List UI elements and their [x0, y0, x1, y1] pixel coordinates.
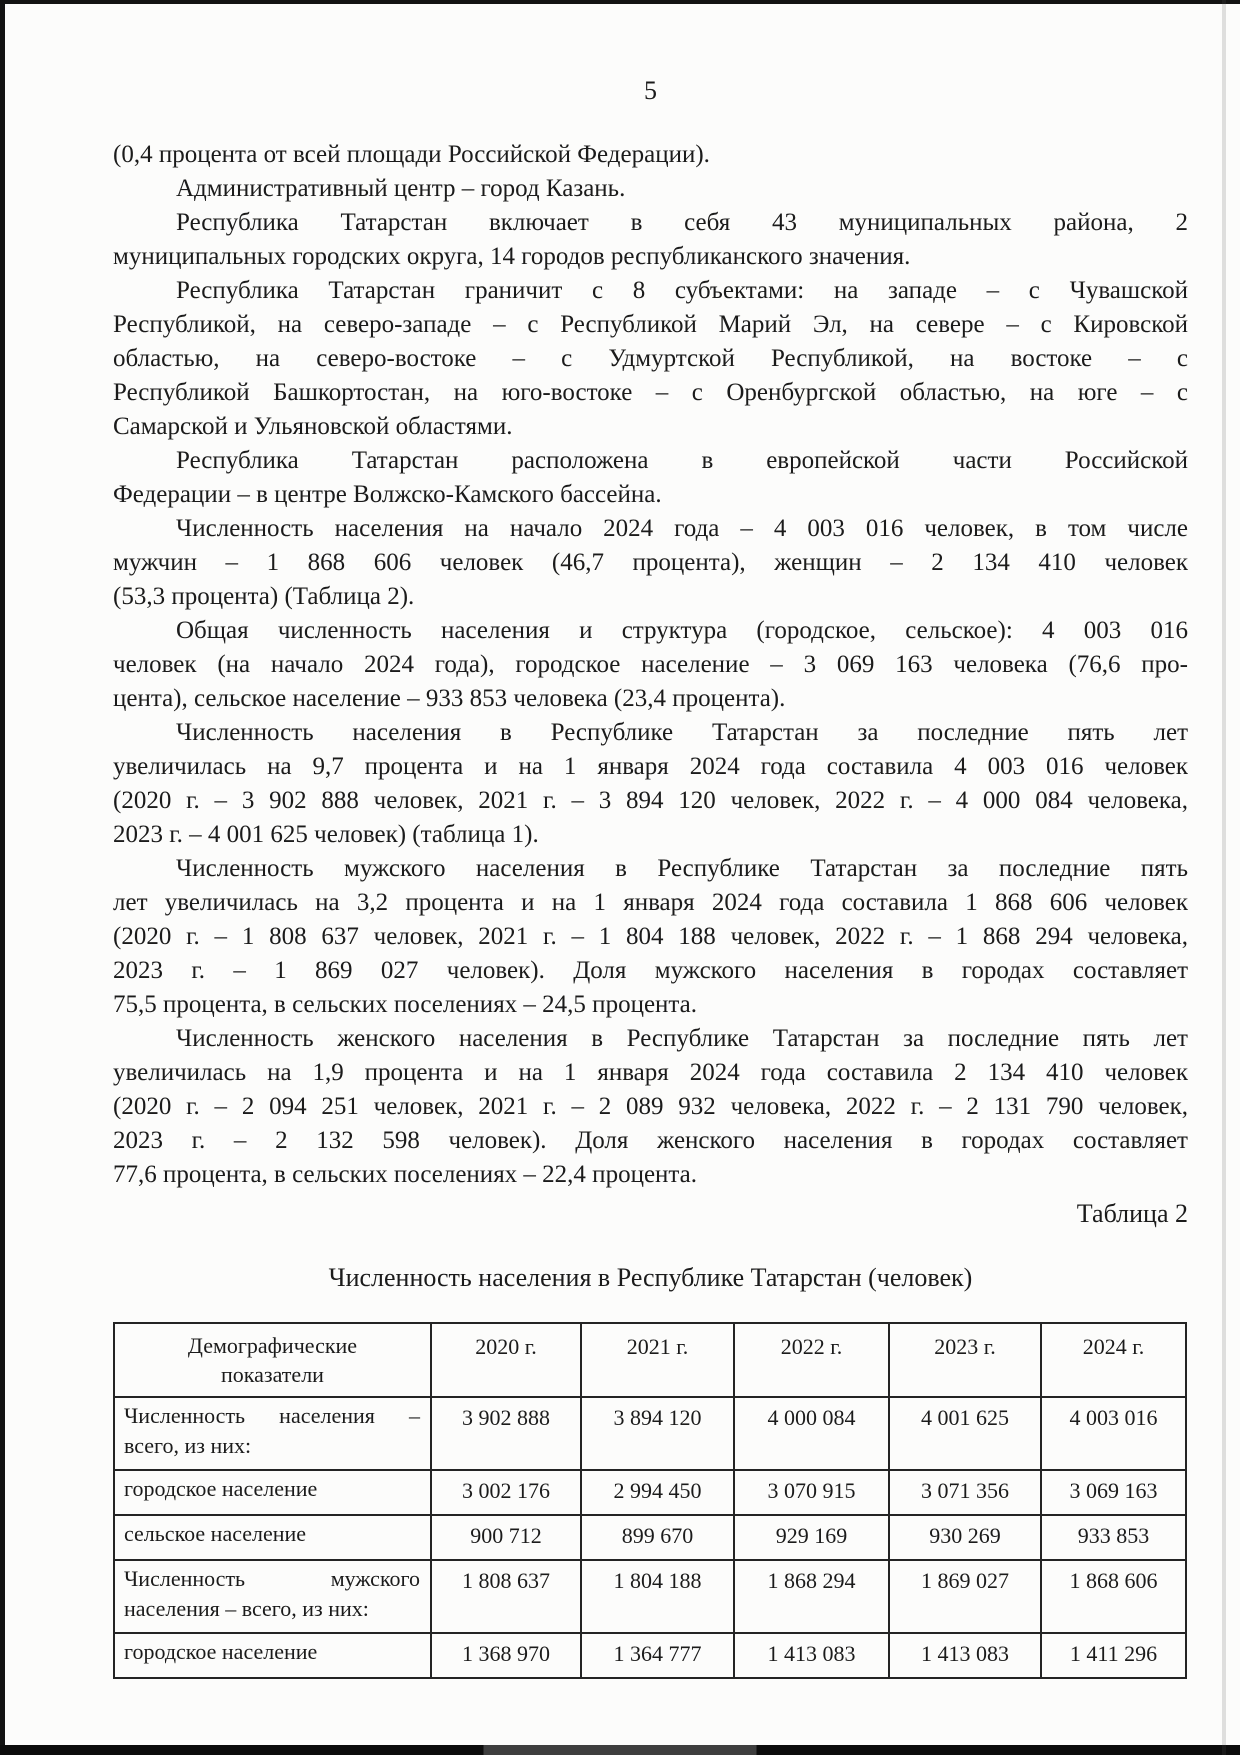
text-line: (2020 г. – 3 902 888 человек, 2021 г. – 3 894 120 человек, 2022 г. – 4 000 084 человека, [113, 787, 1188, 814]
row-label-line: населения – всего, из них: [124, 1596, 369, 1621]
text-line: увеличилась на 1,9 процента и на 1 января 2024 года составила 2 134 410 человек [113, 1059, 1188, 1086]
table-header-year: 2021 г. [581, 1323, 734, 1397]
text-line: цента), сельское население – 933 853 человека (23,4 процента). [113, 685, 786, 712]
cell-value: 930 269 [889, 1515, 1041, 1560]
cell-value: 3 070 915 [734, 1470, 889, 1515]
row-label-line: сельское население [124, 1521, 307, 1546]
table-header-row [114, 1323, 1186, 1397]
text-line: Численность населения на начало 2024 года – 4 003 016 человек, в том числе [176, 515, 1188, 542]
row-label-line: городское население [124, 1639, 318, 1664]
text-line: Республикой, на северо-западе – с Республикой Марий Эл, на севере – с Кировской [113, 311, 1188, 338]
text-line: областью, на северо-востоке – с Удмуртской Республикой, на востоке – с [113, 345, 1188, 372]
cell-value: 1 368 970 [431, 1633, 581, 1678]
text-line: (0,4 процента от всей площади Российской Федерации). [113, 141, 710, 168]
text-line: (2020 г. – 1 808 637 человек, 2021 г. – 1 804 188 человек, 2022 г. – 1 868 294 человека, [113, 923, 1188, 950]
cell-value: 4 001 625 [889, 1397, 1041, 1470]
cell-value: 1 364 777 [581, 1633, 734, 1678]
scan-edge-left [0, 0, 5, 1755]
cell-value: 1 413 083 [889, 1633, 1041, 1678]
cell-value: 4 003 016 [1041, 1397, 1186, 1470]
paragraph [113, 1022, 1188, 1192]
table-row [114, 1515, 1186, 1560]
row-label [114, 1515, 431, 1560]
cell-value: 933 853 [1041, 1515, 1186, 1560]
table-header-year: 2023 г. [889, 1323, 1041, 1397]
text-line: 75,5 процента, в сельских поселениях – 24,5 процента. [113, 991, 697, 1018]
row-label-line: всего, из них: [124, 1433, 252, 1458]
cell-value: 899 670 [581, 1515, 734, 1560]
cell-value: 929 169 [734, 1515, 889, 1560]
scan-edge-bottom [0, 1745, 1240, 1755]
cell-value: 1 868 294 [734, 1560, 889, 1633]
cell-value: 1 869 027 [889, 1560, 1041, 1633]
scan-edge-right [1222, 0, 1226, 1755]
cell-value: 1 868 606 [1041, 1560, 1186, 1633]
row-label [114, 1397, 431, 1470]
cell-value: 3 071 356 [889, 1470, 1041, 1515]
paragraph [113, 614, 1188, 716]
paragraph [113, 512, 1188, 614]
text-line: Республика Татарстан расположена в европейской части Российской [176, 447, 1188, 474]
text-line: 77,6 процента, в сельских поселениях – 22,4 процента. [113, 1161, 697, 1188]
table-row [114, 1560, 1186, 1633]
text-line: Республика Татарстан включает в себя 43 муниципальных района, 2 [176, 209, 1188, 236]
text-line: лет увеличилась на 3,2 процента и на 1 января 2024 года составила 1 868 606 человек [113, 889, 1188, 916]
cell-value: 3 902 888 [431, 1397, 581, 1470]
cell-value: 2 994 450 [581, 1470, 734, 1515]
row-label [114, 1470, 431, 1515]
text-line: мужчин – 1 868 606 человек (46,7 процента), женщин – 2 134 410 человек [113, 549, 1188, 576]
cell-value: 3 002 176 [431, 1470, 581, 1515]
table-label: Таблица 2 [1076, 1199, 1188, 1228]
cell-value: 1 411 296 [1041, 1633, 1186, 1678]
text-line: Республикой Башкортостан, на юго-востоке – с Оренбургской областью, на юге – с [113, 379, 1188, 406]
table-header-year: 2024 г. [1041, 1323, 1186, 1397]
text-line: Республика Татарстан граничит с 8 субъектами: на западе – с Чувашской [176, 277, 1188, 304]
cell-value: 3 894 120 [581, 1397, 734, 1470]
cell-value: 900 712 [431, 1515, 581, 1560]
text-line: Общая численность населения и структура (городское, сельское): 4 003 016 [176, 617, 1188, 644]
paragraph [113, 274, 1188, 444]
text-line: Численность женского населения в Республике Татарстан за последние пять лет [176, 1025, 1188, 1052]
table-body [114, 1397, 1186, 1678]
paragraph [113, 172, 1188, 206]
text-line: (2020 г. – 2 094 251 человек, 2021 г. – 2 089 932 человека, 2022 г. – 2 131 790 человек, [113, 1093, 1188, 1120]
header-line: показатели [221, 1362, 324, 1387]
table-row [114, 1633, 1186, 1678]
row-label-line: городское население [124, 1476, 318, 1501]
cell-value: 1 804 188 [581, 1560, 734, 1633]
text-line: человек (на начало 2024 года), городское население – 3 069 163 человека (76,6 про- [113, 651, 1188, 678]
text-line: Численность мужского населения в Республике Татарстан за последние пять [176, 855, 1188, 882]
text-line: муниципальных городских округа, 14 городов республиканского значения. [113, 243, 911, 270]
population-table [113, 1322, 1187, 1679]
row-label-line: Численность мужского [124, 1566, 420, 1591]
text-line: (53,3 процента) (Таблица 2). [113, 583, 415, 610]
text-line: Федерации – в центре Волжско-Камского бассейна. [113, 481, 662, 508]
paragraph [113, 444, 1188, 512]
table-header-year: 2022 г. [734, 1323, 889, 1397]
cell-value: 4 000 084 [734, 1397, 889, 1470]
text-line: 2023 г. – 4 001 625 человек) (таблица 1). [113, 821, 539, 848]
table-row [114, 1397, 1186, 1470]
paragraph [113, 716, 1188, 852]
text-line: увеличилась на 9,7 процента и на 1 января 2024 года составила 4 003 016 человек [113, 753, 1188, 780]
table-header-year: 2020 г. [431, 1323, 581, 1397]
paragraph [113, 138, 1188, 172]
text-line: Административный центр – город Казань. [176, 175, 626, 202]
paragraph [113, 206, 1188, 274]
cell-value: 3 069 163 [1041, 1470, 1186, 1515]
text-line: Самарской и Ульяновской областями. [113, 413, 513, 440]
text-line: 2023 г. – 2 132 598 человек). Доля женского населения в городах составляет [113, 1127, 1188, 1154]
row-label-line: Численность населения – [124, 1403, 420, 1428]
text-line: 2023 г. – 1 869 027 человек). Доля мужского населения в городах составляет [113, 957, 1188, 984]
page-content [113, 0, 1188, 1679]
table-header-indicator [114, 1323, 431, 1397]
cell-value: 1 808 637 [431, 1560, 581, 1633]
row-label [114, 1560, 431, 1633]
cell-value: 1 413 083 [734, 1633, 889, 1678]
row-label [114, 1633, 431, 1678]
header-line: Демографические [187, 1333, 358, 1358]
text-block [113, 138, 1188, 1192]
table-title: Численность населения в Республике Татарстан (человек) [328, 1263, 973, 1292]
page-number: 5 [644, 76, 657, 105]
text-line: Численность населения в Республике Татарстан за последние пять лет [176, 719, 1188, 746]
table-row [114, 1470, 1186, 1515]
paragraph [113, 852, 1188, 1022]
